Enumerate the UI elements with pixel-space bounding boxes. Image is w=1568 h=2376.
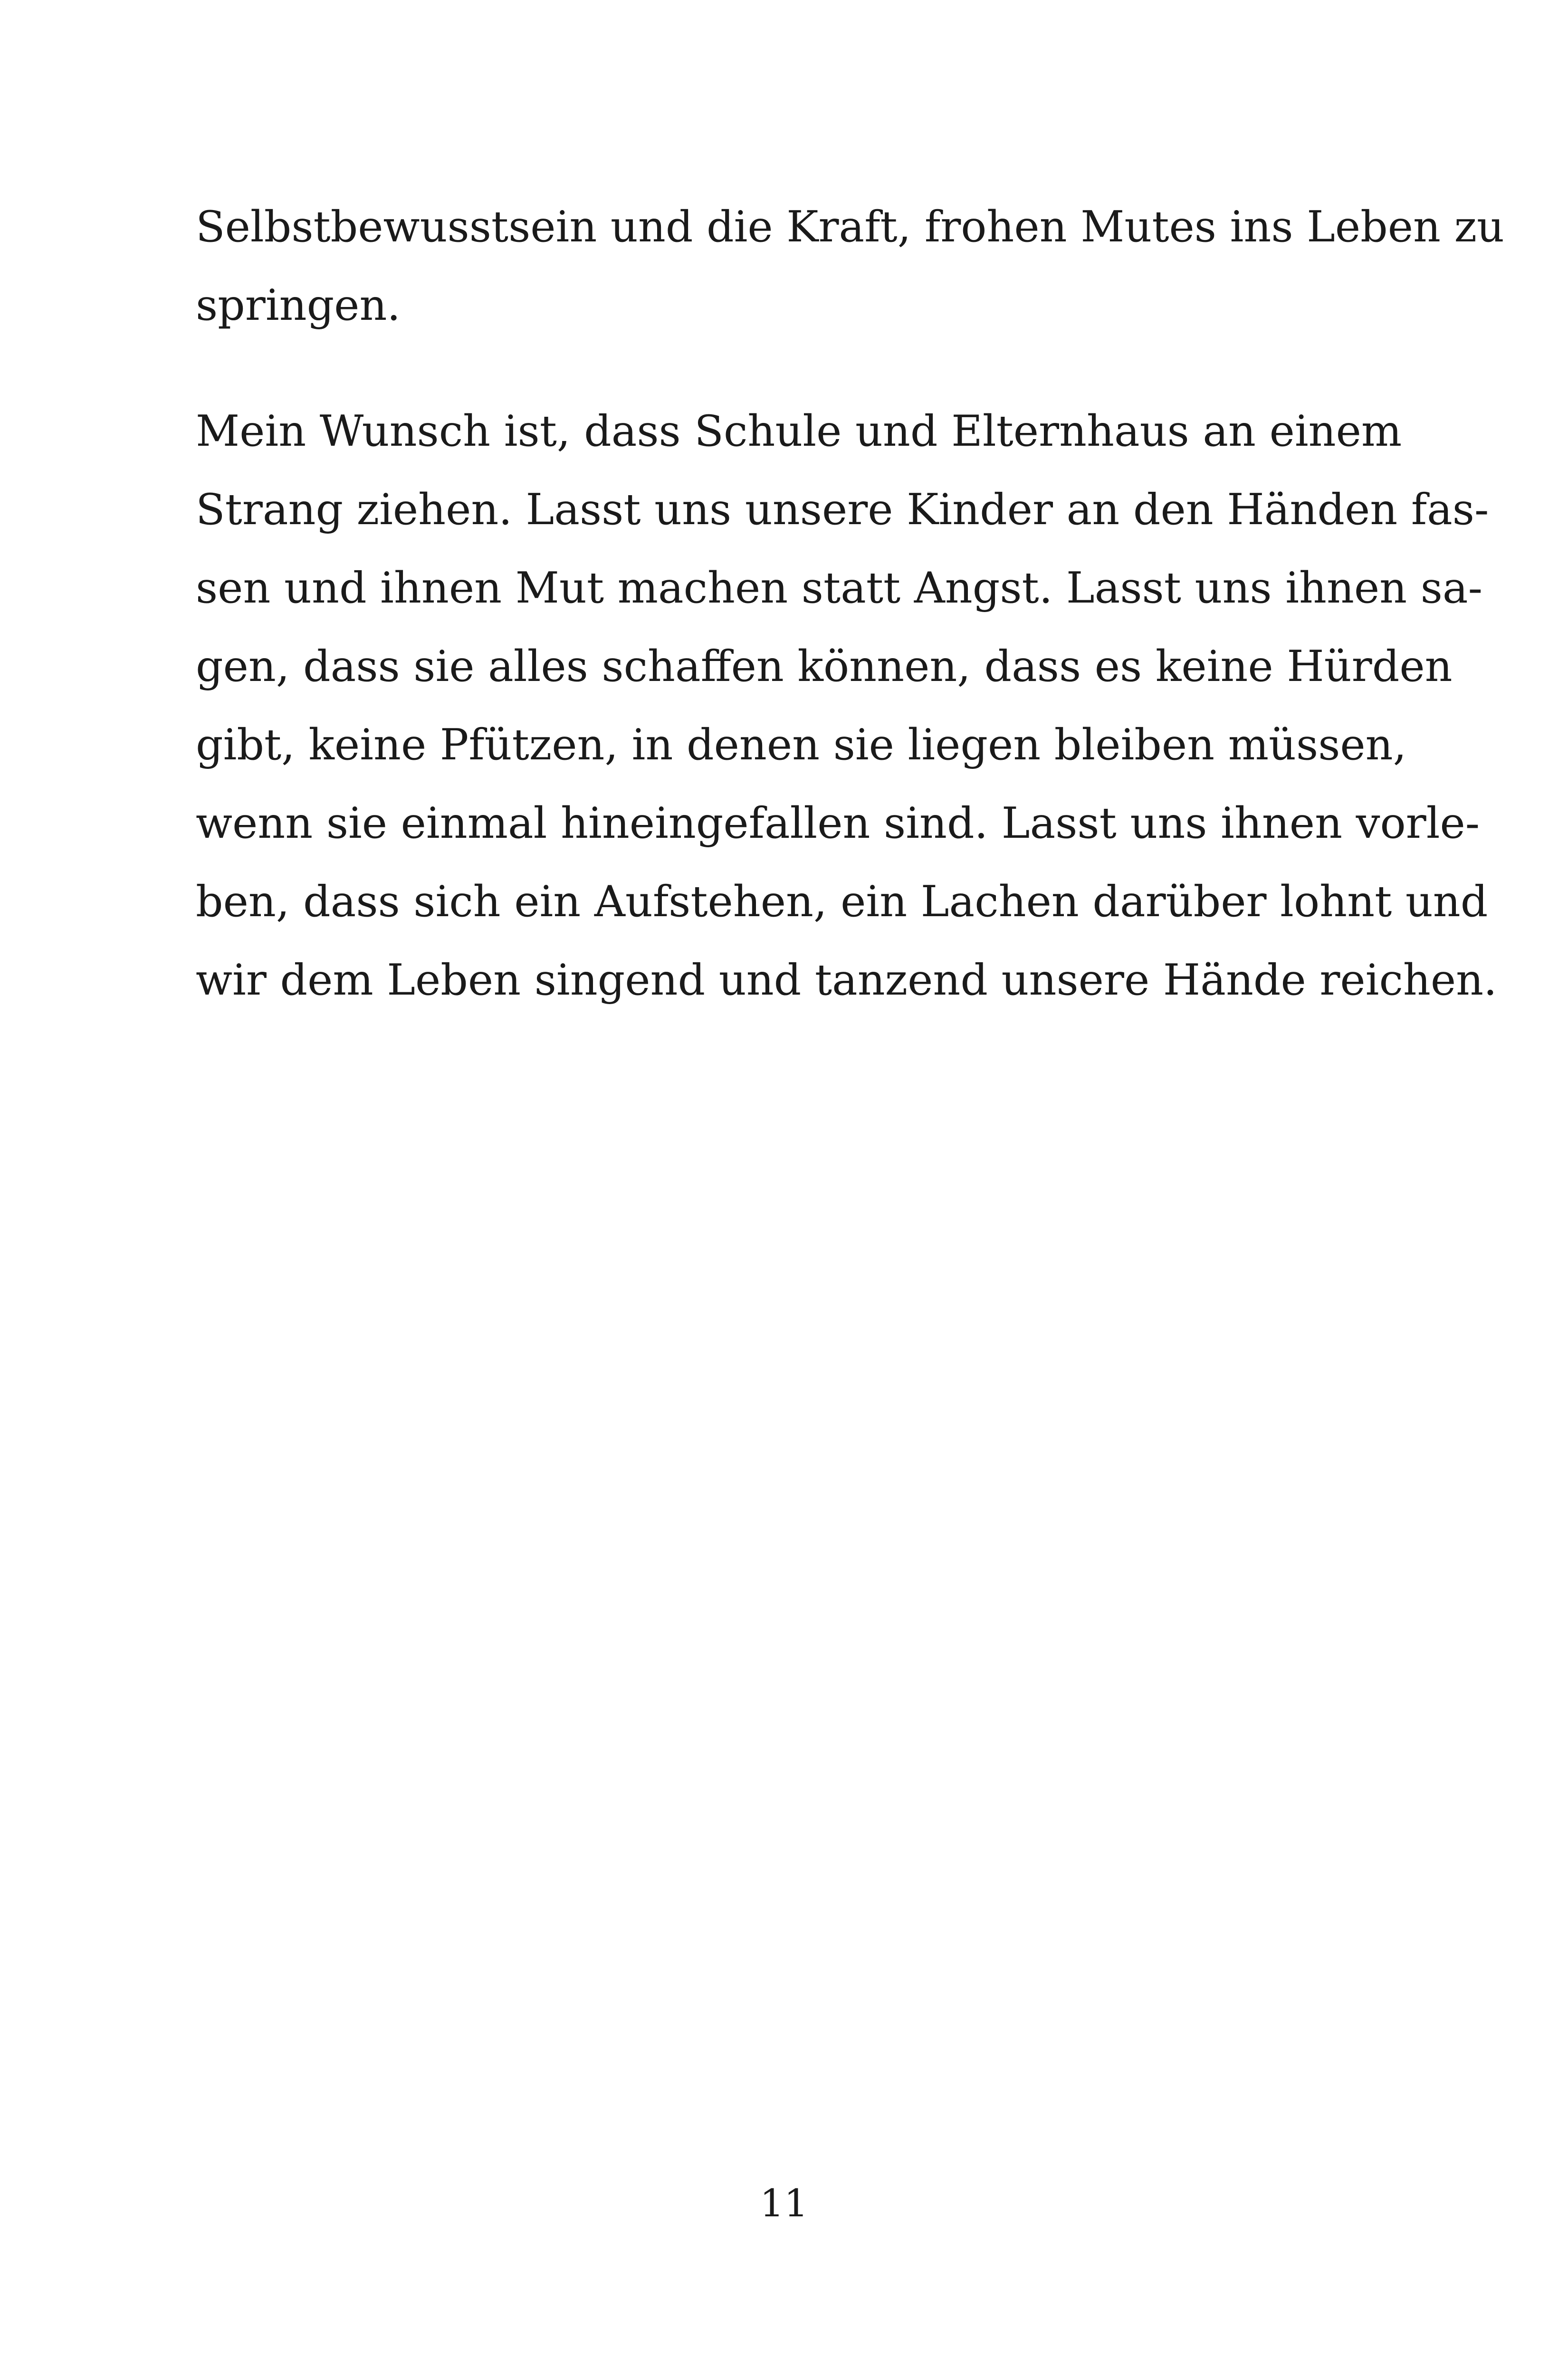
text-line: wir dem Leben singend und tanzend unsere Hände reichen. (196, 955, 1497, 1005)
text-line: sen und ihnen Mut machen statt Angst. Lasst uns ihnen sa- (196, 563, 1482, 613)
paragraph-1 (196, 188, 1504, 345)
text-line: Mein Wunsch ist, dass Schule und Elternhaus an einem (196, 406, 1402, 456)
text-line: Selbstbewusstsein und die Kraft, frohen Mutes ins Leben zu (196, 202, 1504, 252)
text-line: gen, dass sie alles schaffen können, dass es keine Hürden (196, 642, 1453, 691)
paragraph-spacer (196, 345, 1360, 392)
text-line: Strang ziehen. Lasst uns unsere Kinder an den Händen fas- (196, 485, 1489, 535)
text-line: gibt, keine Pfützen, in denen sie liegen bleiben müssen, (196, 720, 1407, 770)
paragraph-2 (196, 392, 1497, 1019)
text-line: springen. (196, 280, 401, 330)
text-line: wenn sie einmal hineingefallen sind. Lasst uns ihnen vorle- (196, 798, 1480, 848)
page-number: 11 (760, 2181, 808, 2225)
text-line: ben, dass sich ein Aufstehen, ein Lachen darüber lohnt und (196, 877, 1488, 927)
body-text (196, 188, 1504, 1019)
